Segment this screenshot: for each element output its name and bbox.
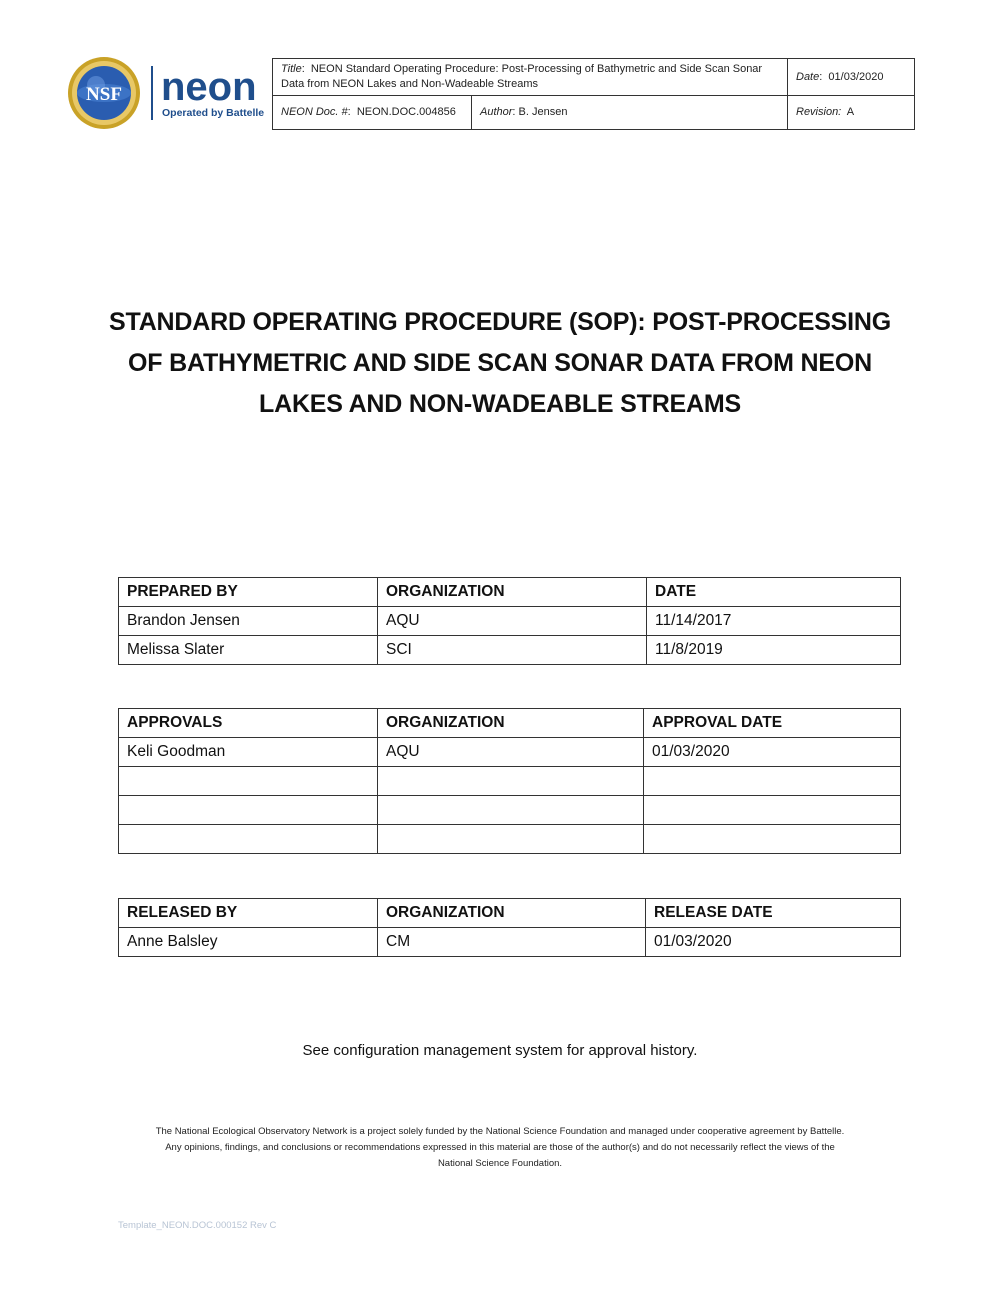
table-cell [378,796,644,825]
header-title-value: NEON Standard Operating Procedure: Post-Processing of Bathymetric and Side Scan Sonar Data from NEON Lakes and Non-Wadeable Streams [281,63,763,90]
header-date-cell: Date: 01/03/2020 [788,59,915,96]
column-header: ORGANIZATION [378,899,646,928]
header-date-label: Date [796,70,820,83]
operated-by-text: Operated by Battelle [162,107,265,119]
table-row [119,738,901,767]
header-revision-cell [788,96,915,130]
funding-disclaimer [110,1124,890,1172]
table-row [119,607,901,636]
table-cell: Melissa Slater [119,636,378,665]
table-cell [119,825,378,854]
column-header: PREPARED BY [119,578,378,607]
disclaimer-line: National Science Foundation. [437,1158,563,1169]
table-cell: Anne Balsley [119,928,378,957]
table-cell: 01/03/2020 [644,738,901,767]
table-row [119,767,901,796]
table-cell: 11/8/2019 [647,636,901,665]
header-revision-value: A [846,106,855,118]
table-cell [378,825,644,854]
table-cell [119,796,378,825]
document-title: STANDARD OPERATING PROCEDURE (SOP): POST-PROCESSING OF BATHYMETRIC AND SIDE SCAN SONAR DATA FROM NEON LAKES AND NON-WADEABLE STREAMS [109,308,891,418]
column-header: ORGANIZATION [378,578,647,607]
config-management-note: See configuration management system for approval history. [302,1042,698,1059]
disclaimer-line: The National Ecological Observatory Network is a project solely funded by the National Science Foundation and managed under cooperative agreement by Battelle. [155,1126,845,1137]
column-header: APPROVALS [119,709,378,738]
header-doc-label: NEON Doc. # [281,106,348,118]
column-header: DATE [647,578,901,607]
column-header: RELEASED BY [119,899,378,928]
table-cell: AQU [378,738,644,767]
table-cell [119,767,378,796]
table-cell [644,767,901,796]
table-cell [644,825,901,854]
approvals-table [118,708,901,854]
table-cell: AQU [378,607,647,636]
header-author-label: Author [480,106,513,118]
header-author-cell: Author: B. Jensen [472,96,788,130]
released-by-table [118,898,901,957]
neon-nsf-logo [66,56,270,130]
table-cell: 11/14/2017 [647,607,901,636]
table-row [119,928,901,957]
table-header-row [119,578,901,607]
table-cell: 01/03/2020 [646,928,901,957]
neon-wordmark: neon [161,65,257,109]
table-cell: Keli Goodman [119,738,378,767]
table-row [119,825,901,854]
table-row [119,796,901,825]
table-row [119,636,901,665]
table-cell: SCI [378,636,647,665]
disclaimer-line: Any opinions, findings, and conclusions or recommendations expressed in this material are those of the author(s) and do not necessarily reflect the views of the [165,1142,835,1153]
table-cell: CM [378,928,646,957]
header-date-value: 01/03/2020 [828,70,884,83]
column-header: ORGANIZATION [378,709,644,738]
prepared-by-table [118,577,901,665]
header-doc-cell: NEON Doc. #: NEON.DOC.004856 [273,96,472,130]
table-cell: Brandon Jensen [119,607,378,636]
table-header-row [119,899,901,928]
header-revision-label: Revision: [796,106,842,118]
column-header: APPROVAL DATE [644,709,901,738]
nsf-seal-icon [68,57,140,129]
header-author-value: B. Jensen [518,106,568,118]
table-header-row [119,709,901,738]
header-doc-value: NEON.DOC.004856 [356,106,456,118]
table-cell [378,767,644,796]
document-header-table [272,58,915,130]
table-cell [644,796,901,825]
header-title-label: Title [281,63,302,75]
header-title-cell: Title: NEON Standard Operating Procedure: Post-Processing of Bathymetric and Side Scan Sonar Data from NEON Lakes and Non-Wadeable Streams [273,59,788,96]
column-header: RELEASE DATE [646,899,901,928]
template-reference: Template_NEON.DOC.000152 Rev C [118,1220,277,1231]
nsf-text: NSF [86,84,122,105]
